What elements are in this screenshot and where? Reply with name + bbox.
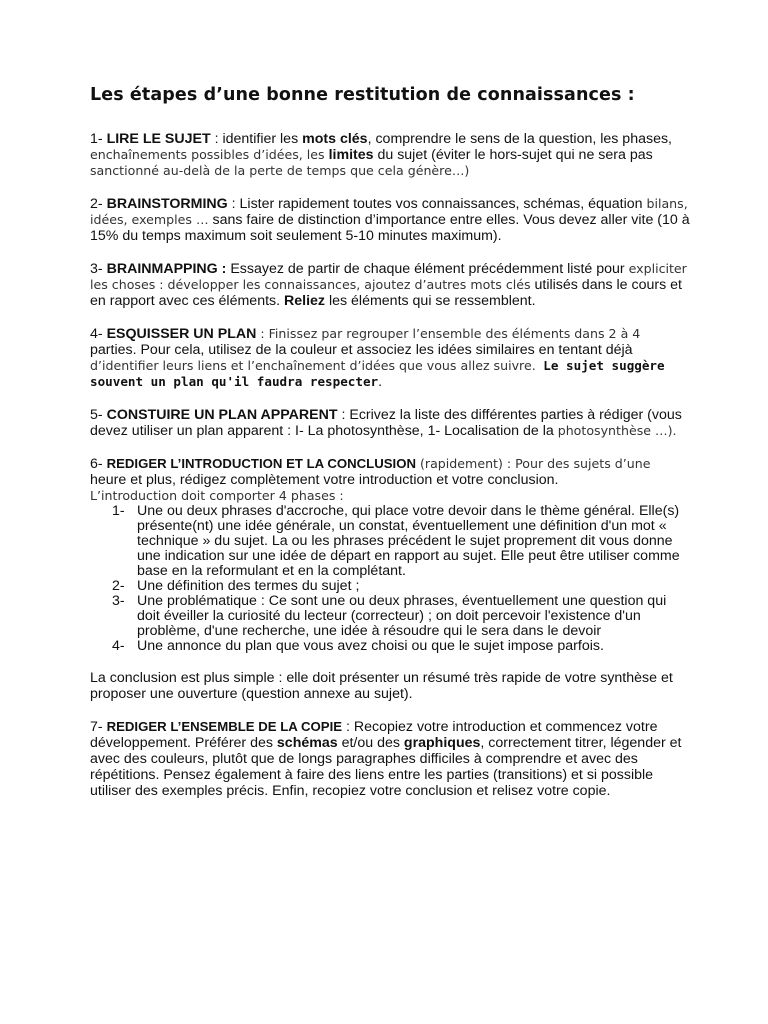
step-6-intro-label: L’introduction doit comporter 4 phases :: [90, 488, 344, 503]
step-1-text: du sujet (éviter le hors-sujet qui ne sera pas: [373, 147, 653, 163]
step-3-text: utilisés dans le cours et en rapport avec ces éléments.: [90, 277, 682, 309]
list-item-text: Une annonce du plan que vous avez choisi ou que le sujet impose parfois.: [137, 638, 604, 654]
step-3-number: 3-: [90, 261, 103, 277]
conclusion-paragraph: La conclusion est plus simple : elle doit présenter un résumé très rapide de votre synthèse et proposer une ouverture (question annexe au sujet).: [90, 670, 673, 702]
step-3-text: les éléments qui se ressemblent.: [325, 293, 536, 309]
list-item-number: 4-: [112, 638, 125, 654]
keyword-mots-cles: mots clés: [302, 131, 368, 147]
step-4: [90, 326, 690, 390]
keyword-graphiques: graphiques: [403, 735, 481, 751]
step-1-text: , comprendre le sens de la question, les phases,: [367, 131, 672, 147]
list-item: [90, 579, 690, 594]
step-1-text: enchaînements possibles d’idées, les: [90, 147, 329, 162]
step-5-heading: CONSTUIRE UN PLAN APPARENT: [106, 407, 338, 423]
list-item-text: Une problématique : Ce sont une ou deux phrases, éventuellement une question qui doit éveiller la curiosité du lecteur (correcteur) ; on doit percevoir l'existence d'un problème, d'une recherche, une idée à résoudre qui le sera dans le devoir: [137, 593, 667, 639]
step-7-text: : Recopiez votre introduction et commencez votre développement. Préférer des: [90, 719, 658, 751]
document-page: [90, 85, 690, 816]
step-5-text: : Ecrivez la liste des différentes parties à rédiger (vous devez utiliser un plan apparent : I- La photosynthèse, 1- Localisation de la: [90, 407, 682, 439]
step-2-heading: BRAINSTORMING: [106, 196, 228, 212]
step-3-text: expliciter les choses : développer les connaissances, ajoutez d’autres mots clés: [90, 261, 687, 292]
phases-list: [90, 504, 690, 654]
step-4-text: : Finissez par regrouper l’ensemble des éléments dans 2 à 4: [256, 326, 641, 341]
keyword-limites: limites: [328, 147, 374, 163]
step-2-text: sans faire de distinction d’importance entre elles. Vous devez aller vite (10 à 15% du temps maximum soit seulement 5-10 minutes maximum).: [90, 212, 690, 244]
step-1-text: : identifier les: [210, 131, 303, 147]
step-2-number: 2-: [90, 196, 103, 212]
list-item-text: Une ou deux phrases d'accroche, qui place votre devoir dans le thème général. Elle(s) présente(nt) une idée générale, un constat, éventuellement une définition d'un mot « technique » du sujet. La ou les phrases précédent le sujet proprement dit vous donne une indication sur une idée de départ en rapport au sujet. Elle peut être utiliser comme base en la reformulant et en la complétant.: [137, 503, 680, 579]
step-7-text: , correctement titrer, légender et avec des couleurs, plutôt que de longs paragraphes difficiles à comprendre et avec des répétitions. Pensez également à faire des liens entre les parties (transitions) et si possible utiliser des exemples précis. Enfin, recopiez votre conclusion et relisez votre copie.: [90, 735, 682, 799]
step-4-text: parties. Pour cela, utilisez de la couleur et associez les idées similaires en tentant déjà: [90, 342, 633, 358]
step-1: [90, 131, 690, 179]
keyword-schemas: schémas: [276, 735, 338, 751]
step-7-text: et/ou des: [337, 735, 404, 751]
step-2-text: : Lister rapidement toutes vos connaissances, schémas, équation: [227, 196, 647, 212]
step-4-heading: ESQUISSER UN PLAN: [106, 326, 257, 342]
list-item-text: Une définition des termes du sujet ;: [137, 578, 360, 594]
step-6-number: 6-: [90, 456, 103, 472]
list-item: [90, 504, 690, 579]
step-5: [90, 407, 690, 439]
list-item: [90, 639, 690, 654]
step-5-number: 5-: [90, 407, 103, 423]
step-2: [90, 196, 690, 244]
list-item-number: 1-: [112, 503, 125, 519]
step-1-heading: LIRE LE SUJET: [106, 131, 211, 147]
step-1-number: 1-: [90, 131, 103, 147]
step-7-number: 7-: [90, 719, 103, 735]
step-6-text: heure et plus, rédigez complètement votre introduction et votre conclusion.: [90, 472, 559, 488]
step-6-text: (rapidement) : Pour des sujets d’une: [416, 456, 651, 471]
keyword-reliez: Reliez: [284, 293, 326, 309]
step-1-text: sanctionné au-delà de la perte de temps que cela génère…): [90, 163, 470, 178]
step-7-heading: REDIGER L’ENSEMBLE DE LA COPIE: [106, 719, 343, 734]
step-3: [90, 261, 690, 309]
step-3-text: Essayez de partir de chaque élément précédemment listé pour: [226, 261, 629, 277]
step-4-emphasis: Le sujet suggère souvent un plan qu'il faudra respecter: [90, 358, 665, 389]
step-6-heading: REDIGER L’INTRODUCTION ET LA CONCLUSION: [106, 456, 416, 471]
step-3-heading: BRAINMAPPING :: [106, 261, 227, 277]
step-2-text: bilans, idées, exemples …: [90, 196, 688, 227]
step-4-text: .: [378, 374, 383, 390]
list-item-number: 3-: [112, 593, 125, 609]
list-item: [90, 594, 690, 639]
list-item-number: 2-: [112, 578, 125, 594]
step-7: [90, 719, 690, 799]
step-4-text: d’identifier leurs liens et l’enchaînement d’idées que vous allez suivre.: [90, 358, 536, 373]
step-5-text: photosynthèse …).: [557, 423, 677, 438]
step-4-number: 4-: [90, 326, 103, 342]
step-6: [90, 456, 690, 654]
page-title: Les étapes d’une bonne restitution de connaissances :: [90, 85, 635, 105]
